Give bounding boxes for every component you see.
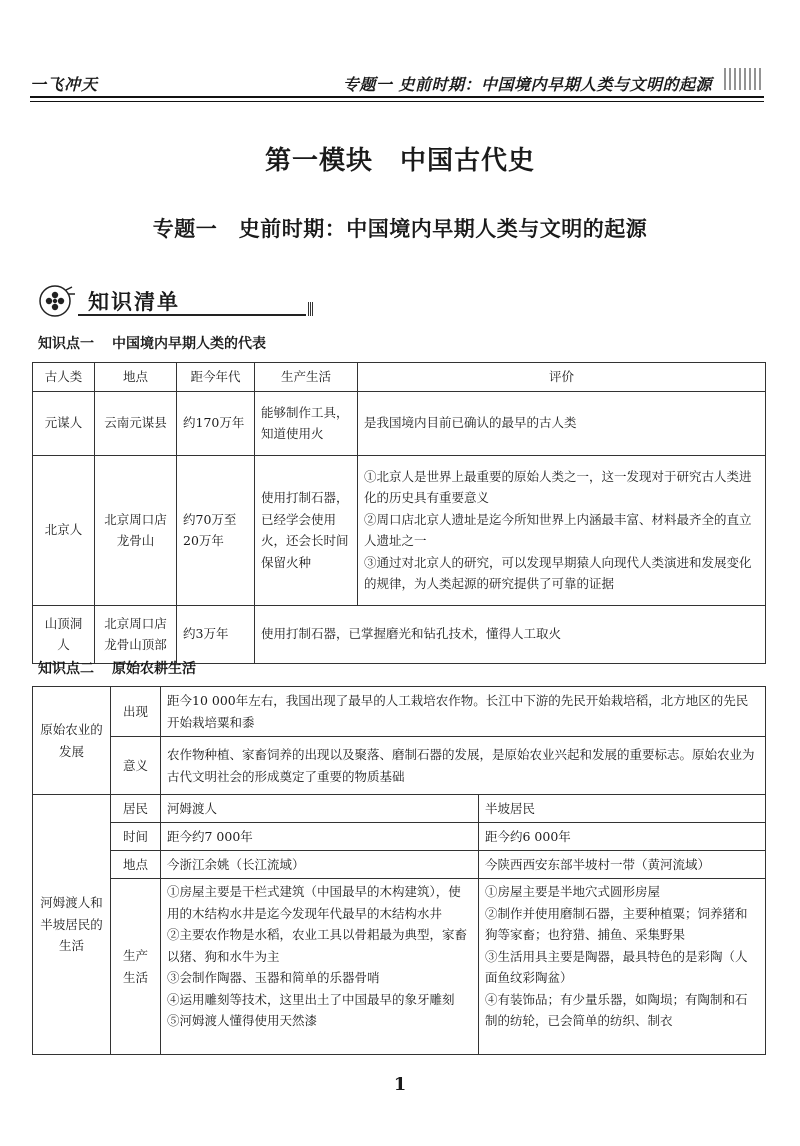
header-rule-thin <box>30 101 764 102</box>
col-header: 地点 <box>95 363 177 392</box>
cell-name: 北京人 <box>33 455 95 605</box>
residents-label: 居民 <box>111 795 161 823</box>
early-humans-table <box>32 362 766 664</box>
kp1-number: 知识点一 <box>38 336 94 352</box>
cell-hemudu: 距今约7 000年 <box>161 823 479 851</box>
cell-age: 约70万至20万年 <box>177 455 255 605</box>
appear-label: 出现 <box>111 687 161 737</box>
col-header: 评价 <box>358 363 766 392</box>
time-label: 时间 <box>111 823 161 851</box>
appear-text: 距今10 000年左右，我国出现了最早的人工栽培农作物。长江中下游的先民开始栽培稻，北方地区的先民开始栽培粟和黍 <box>161 687 766 737</box>
cell-name: 元谋人 <box>33 391 95 455</box>
agri-label: 原始农业的发展 <box>33 687 111 795</box>
cell-place: 北京周口店龙骨山 <box>95 455 177 605</box>
cell-name: 山顶洞人 <box>33 605 95 663</box>
life-point: ③生活用具主要是陶器，最具特色的是彩陶（人面鱼纹彩陶盆） <box>485 948 748 985</box>
topic-title: 专题一 史前时期：中国境内早期人类与文明的起源 <box>152 217 648 241</box>
life-point: ⑤河姆渡人懂得使用天然漆 <box>167 1013 318 1028</box>
eval-point: ①北京人是世界上最重要的原始人类之一，这一发现对于研究古人类进化的历史具有重要意义 <box>364 468 752 505</box>
cell-banpo: 半坡居民 <box>479 795 766 823</box>
life-point: ②主要农作物是水稻，农业工具以骨耜最为典型，家畜以猪、狗和水牛为主 <box>167 927 468 964</box>
place-label: 地点 <box>111 851 161 879</box>
table-header-row <box>33 363 766 392</box>
cell-banpo: 距今约6 000年 <box>479 823 766 851</box>
life-point: ①房屋主要是干栏式建筑（中国最早的木构建筑），使用的木结构水井是迄今发现年代最早的木结构水井 <box>167 884 461 921</box>
flower-badge-icon <box>38 284 78 318</box>
cell-eval <box>358 455 766 605</box>
table-row <box>33 605 766 663</box>
life-label: 生产生活 <box>111 879 161 1055</box>
cell-eval: 是我国境内目前已确认的最早的古人类 <box>358 391 766 455</box>
section-label: 知识清单 <box>88 290 180 314</box>
cell-hemudu: 河姆渡人 <box>161 795 479 823</box>
kp2-heading <box>38 658 196 678</box>
running-title: 专题一 史前时期：中国境内早期人类与文明的起源 <box>342 75 712 94</box>
cell-life: 能够制作工具，知道使用火 <box>255 391 358 455</box>
table-row <box>33 851 766 879</box>
page-number: 1 <box>393 1074 407 1095</box>
life-point: ②制作并使用磨制石器，主要种植粟；饲养猪和狗等家畜；也狩猎、捕鱼、采集野果 <box>485 905 748 942</box>
col-header: 古人类 <box>33 363 95 392</box>
hemudu-life <box>161 879 479 1055</box>
section-heading <box>38 284 288 318</box>
header-rule <box>30 96 764 98</box>
running-header <box>30 66 764 96</box>
cell-banpo: 今陕西西安东部半坡村一带（黄河流域） <box>479 851 766 879</box>
kp2-title: 原始农耕生活 <box>112 661 196 677</box>
cell-age: 约3万年 <box>177 605 255 663</box>
section-tick-mark <box>308 302 314 316</box>
brand-logo: 一飞冲天 <box>30 75 99 94</box>
comparison-label: 河姆渡人和半坡居民的生活 <box>33 795 111 1055</box>
table-row <box>33 823 766 851</box>
table-row <box>33 737 766 795</box>
kp2-number: 知识点二 <box>38 661 94 677</box>
eval-point: ②周口店北京人遗址是迄今所知世界上内涵最丰富、材料最齐全的直立人遗址之一 <box>364 511 752 548</box>
eval-point: ③通过对北京人的研究，可以发现早期猿人向现代人类演进和发展变化的规律，为人类起源的研究提供了可靠的证据 <box>364 554 752 591</box>
table-row <box>33 391 766 455</box>
life-point: ③会制作陶器、玉器和简单的乐器骨哨 <box>167 970 380 985</box>
meaning-label: 意义 <box>111 737 161 795</box>
life-point: ④有装饰品；有少量乐器，如陶埙；有陶制和石制的纺轮，已会简单的纺织、制衣 <box>485 991 748 1028</box>
table-row <box>33 455 766 605</box>
table-row <box>33 879 766 1055</box>
section-underline <box>78 314 306 316</box>
col-header: 生产生活 <box>255 363 358 392</box>
cell-place: 云南元谋县 <box>95 391 177 455</box>
cell-hemudu: 今浙江余姚（长江流域） <box>161 851 479 879</box>
cell-age: 约170万年 <box>177 391 255 455</box>
table-row <box>33 687 766 737</box>
kp1-title: 中国境内早期人类的代表 <box>112 336 266 352</box>
cell-place: 北京周口店龙骨山顶部 <box>95 605 177 663</box>
module-title: 第一模块 中国古代史 <box>264 146 535 176</box>
life-point: ④运用雕刻等技术，这里出土了中国最早的象牙雕刻 <box>167 991 455 1007</box>
header-barcode-mark <box>724 68 764 90</box>
meaning-text: 农作物种植、家畜饲养的出现以及聚落、磨制石器的发展，是原始农业兴起和发展的重要标志。原始农业为古代文明社会的形成奠定了重要的物质基础 <box>161 737 766 795</box>
table-row <box>33 795 766 823</box>
cell-life: 使用打制石器，已经学会使用火，还会长时间保留火种 <box>255 455 358 605</box>
cell-life: 使用打制石器，已掌握磨光和钻孔技术，懂得人工取火 <box>255 605 766 663</box>
kp1-heading <box>38 333 266 353</box>
life-point: ①房屋主要是半地穴式圆形房屋 <box>485 884 661 899</box>
col-header: 距今年代 <box>177 363 255 392</box>
banpo-life <box>479 879 766 1055</box>
farming-life-table <box>32 686 766 1055</box>
